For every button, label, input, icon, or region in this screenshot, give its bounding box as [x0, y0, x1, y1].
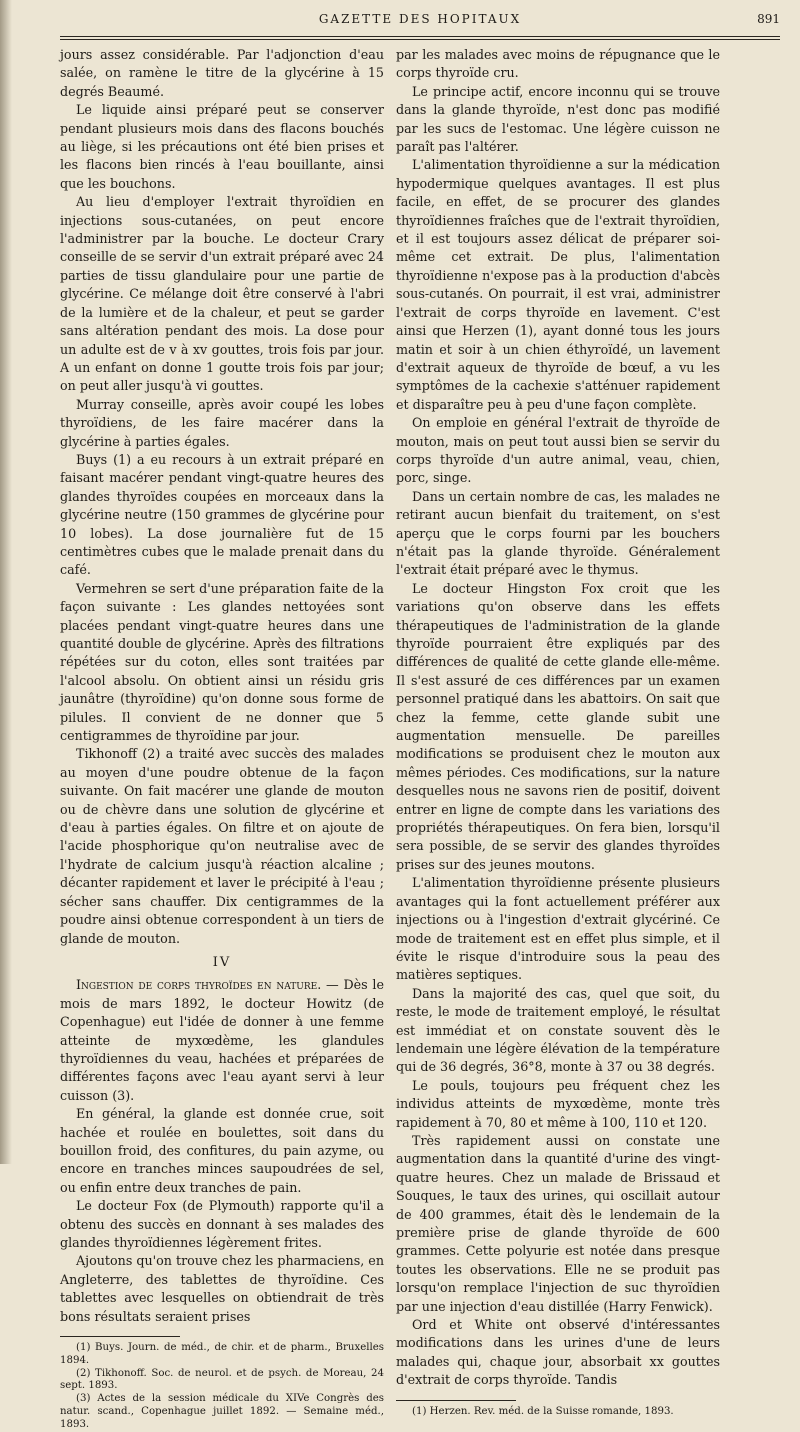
paragraph: Ajoutons qu'on trouve chez les pharmaciens, en Angleterre, des tablettes de thyroïdine. Ces tablettes avec lesquelles on obtiendrait de très bons résultats seraient prises — [60, 1253, 384, 1324]
section-number: IV — [212, 954, 232, 970]
footnote-rule — [396, 1400, 516, 1401]
footnote: (1) Buys. Journ. de méd., de chir. et de pharm., Bruxelles 1894. — [60, 1342, 384, 1366]
paragraph: Au lieu d'employer l'extrait thyroïdien en injections sous-cutanées, on peut encore l'administrer par la bouche. Le docteur Crary conseille de se servir d'un extrait préparé avec 24 parties de tissu glandulaire pour une partie de glycérine. Ce mélange doit être conservé à l'abri de la lumière et de la chaleur, et peut se garder sans altération pendant des mois. La dose pour un adulte est de v à xv gouttes, trois fois par jour. A un enfant on donne 1 goutte trois fois par jour; on peut aller jusqu'à vi gouttes. — [60, 194, 384, 394]
section-intro-paragraph — [60, 976, 384, 1105]
footnote: (1) Herzen. Rev. méd. de la Suisse romande, 1893. — [412, 1405, 674, 1417]
paragraph: On emploie en général l'extrait de thyroïde de mouton, mais on peut tout aussi bien se servir du corps thyroïde d'un autre animal, veau, chien, porc, singe. — [396, 415, 720, 486]
footnote-rule — [60, 1336, 180, 1337]
running-title: GAZETTE DES HOPITAUX — [318, 12, 522, 26]
footnote: (2) Tikhonoff. Soc. de neurol. et de psych. de Moreau, 24 sept. 1893. — [60, 1367, 384, 1392]
paragraph: Le docteur Fox (de Plymouth) rapporte qu'il a obtenu des succès en donnant à ses malades des glandes thyroïdiennes légèrement frites. — [60, 1198, 384, 1250]
paragraph: En général, la glande est donnée crue, soit hachée et roulée en boulettes, soit dans du bouillon froid, des confitures, du pain azyme, ou encore en tranches minces saupoudrées de sel, ou enfin entre deux tranches de pain. — [60, 1106, 384, 1195]
paragraph: Dans la majorité des cas, quel que soit, du reste, le mode de traitement employé, le résultat est immédiat et on constate souvent dès le lendemain une légère élévation de la température qui de 36 degrés, 36°8, monte à 37 ou 38 degrés. — [396, 985, 720, 1075]
page-number: 891 — [757, 12, 780, 26]
left-column — [60, 46, 384, 1432]
paragraph: par les malades avec moins de répugnance que le corps thyroïde cru. — [396, 47, 720, 81]
paragraph: Le pouls, toujours peu fréquent chez les individus atteints de myxœdème, monte très rapidement à 70, 80 et même à 100, 110 et 120. — [396, 1077, 720, 1130]
section-heading: Ingestion de corps thyroïdes en nature. — [76, 977, 322, 993]
paragraph: Le liquide ainsi préparé peut se conserver pendant plusieurs mois dans des flacons bouchés au liège, si les précautions ont été bien prises et les flacons bien rincés à l'eau bouillante, ainsi que les bouchons. — [60, 102, 384, 191]
binding-shadow — [0, 0, 12, 1164]
section-intro-text: — Dès le mois de mars 1892, le docteur Howitz (de Copenhague) eut l'idée de donner à une femme atteinte de myxœdème, les glandules thyroïdiennes du veau, hachées et préparées de différentes façons avec l'eau ayant servi à leur cuisson (3). — [60, 977, 384, 1103]
paragraph: Le docteur Hingston Fox croit que les variations qu'on observe dans les effets thérapeutiques de l'administration de la glande thyroïde pourraient être expliqués par des différences de qualité de cette glande elle-même. Il s'est assuré de ces différences par un examen personnel pratiqué dans les abattoirs. On sait que chez la femme, cette glande subit une augmentation mensuelle. De pareilles modifications se produisent chez le mouton aux mêmes périodes. Ces modifications, sur la nature desquelles nous ne savons rien de positif, doivent entrer en ligne de compte dans les variations des propriétés thérapeutiques. On fera bien, lorsqu'il sera possible, de se servir des glandes thyroïdes prises sur des jeunes moutons. — [396, 580, 720, 872]
header-rule-bottom — [60, 39, 780, 40]
paragraph: Dans un certain nombre de cas, les malades ne retirant aucun bienfait du traitement, on s'est aperçu que le corps fourni par les bouchers n'était pas la glande thyroïde. Généralement l'extrait était préparé avec le thymus. — [396, 488, 720, 578]
footnote: (3) Actes de la session médicale du XIVe Congrès des natur. scand., Copenhague juillet 1892. — Semaine méd., 1893. — [60, 1393, 384, 1430]
paragraph: Murray conseille, après avoir coupé les lobes thyroïdiens, de les faire macérer dans la glycérine à parties égales. — [60, 396, 384, 449]
paragraph: Buys (1) a eu recours à un extrait préparé en faisant macérer pendant vingt-quatre heures des glandes thyroïdes coupées en morceaux dans la glycérine neutre (150 grammes de glycérine pour 10 lobes). La dose journalière fut de 15 centimètres cubes que le malade prenait dans du café. — [60, 451, 384, 578]
paragraph: Ord et White ont observé d'intéressantes modifications dans les urines d'une de leurs malades qui, chaque jour, absorbait xx gouttes d'extrait de corps thyroïde. Tandis — [396, 1317, 720, 1388]
paragraph: Très rapidement aussi on constate une augmentation dans la quantité d'urine des vingt-quatre heures. Chez un malade de Brissaud et Souques, le taux des urines, qui oscillait autour de 400 grammes, était dès le lendemain de la première prise de glande thyroïde de 600 grammes. Cette polyurie est notée dans presque toutes les observations. Elle ne se produit pas lorsqu'on remplace l'injection de suc thyroïdien par une injection d'eau distillée (Harry Fenwick). — [396, 1132, 720, 1314]
right-column — [396, 46, 720, 1418]
paragraph: Tikhonoff (2) a traité avec succès des malades au moyen d'une poudre obtenue de la façon suivante. On fait macérer une glande de mouton ou de chèvre dans une solution de glycérine et d'eau à parties égales. On filtre et on ajoute de l'acide phosphorique qu'on neutralise avec de l'hydrate de calcium jusqu'à réaction alcaline ; décanter rapidement et laver le précipité à l'eau ; sécher sans chauffer. Dix centigrammes de la poudre ainsi obtenue correspondent à un tiers de glande de mouton. — [60, 746, 384, 946]
paragraph: L'alimentation thyroïdienne présente plusieurs avantages qui la font actuellement préférer aux injections ou à l'ingestion d'extrait glycériné. Ce mode de traitement est en effet plus simple, et il évite le risque d'introduire sous la peau des matières septiques. — [396, 875, 720, 983]
page-header — [60, 6, 780, 32]
paragraph: L'alimentation thyroïdienne a sur la médication hypodermique quelques avantages. Il est plus facile, en effet, de se procurer des glandes thyroïdiennes fraîches que de l'extrait thyroïdien, et il est toujours assez délicat de préparer soi-même cet extrait. De plus, l'alimentation thyroïdienne n'expose pas à la production d'abcès sous-cutanés. On pourrait, il est vrai, administrer l'extrait de corps thyroïde en lavement. C'est ainsi que Herzen (1), ayant donné tous les jours matin et soir à un chien éthyroïdé, un lavement d'extrait aqueux de thyroïde de bœuf, a vu les symptômes de la cachexie s'atténuer rapidement et disparaître peu à peu d'une façon complète. — [396, 157, 720, 412]
header-rule-top — [60, 36, 780, 37]
paragraph: jours assez considérable. Par l'adjonction d'eau salée, on ramène le titre de la glycérine à 15 degrés Beaumé. — [60, 47, 384, 99]
paragraph: Vermehren se sert d'une préparation faite de la façon suivante : Les glandes nettoyées sont placées pendant vingt-quatre heures dans une quantité double de glycérine. Après des filtrations répétées sur du coton, elles sont traitées par l'alcool absolu. On obtient ainsi un résidu gris jaunâtre (thyroïdine) qu'on donne sous forme de pilules. Il convient de ne donner que 5 centigrammes de thyroïdine par jour. — [60, 580, 384, 744]
paragraph: Le principe actif, encore inconnu qui se trouve dans la glande thyroïde, n'est donc pas modifié par les sucs de l'estomac. Une légère cuisson ne paraît pas l'altérer. — [396, 83, 720, 155]
